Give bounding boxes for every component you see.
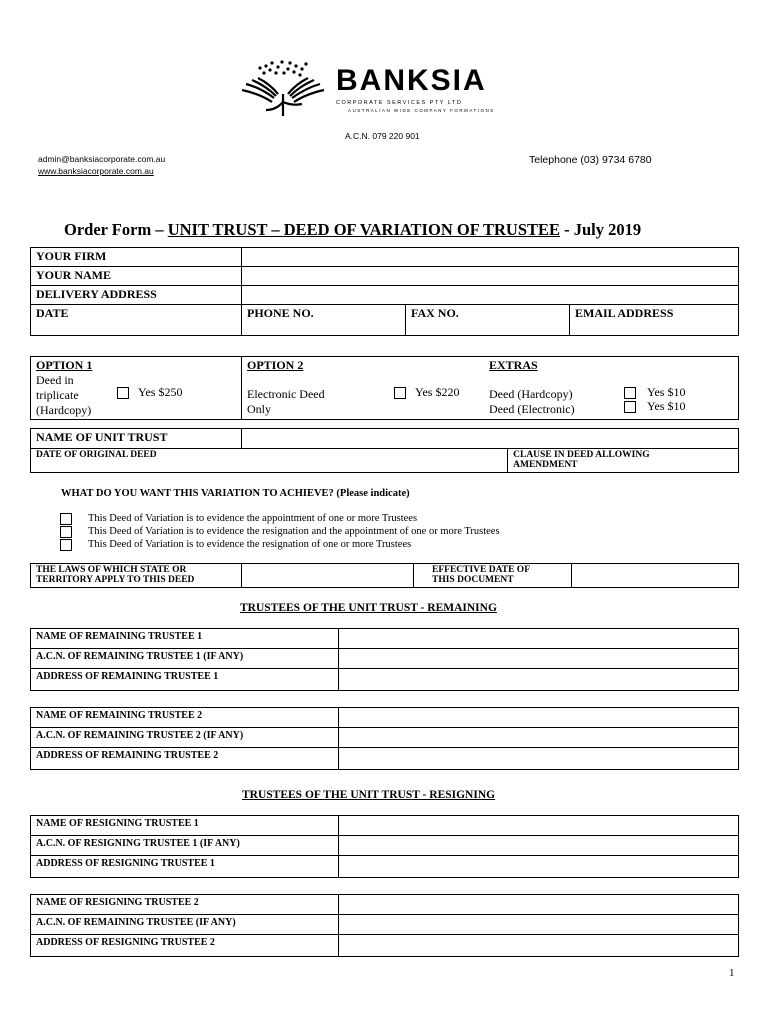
option2-checkbox[interactable]	[394, 387, 406, 399]
variation-choice-2[interactable]	[60, 525, 500, 538]
option1-price: Yes $250	[138, 385, 183, 399]
page-number: 1	[729, 967, 735, 979]
option1-cell	[31, 357, 242, 420]
variation-choice-2-label: This Deed of Variation is to evidence the resignation and the appointment of one or more Trustees	[88, 526, 500, 537]
remaining-2-address-field[interactable]	[339, 748, 739, 770]
unit-trust-table	[30, 428, 739, 473]
extras-cell	[484, 357, 739, 420]
resigning-1-name-label: NAME OF RESIGNING TRUSTEE 1	[31, 816, 339, 836]
phone-field[interactable]	[242, 305, 406, 336]
variation-choices	[60, 512, 500, 551]
clause-label-line2: AMENDMENT	[513, 460, 578, 470]
original-deed-date-field[interactable]	[31, 449, 508, 473]
option2-price: Yes $220	[415, 385, 460, 399]
remaining-1-acn-label: A.C.N. OF REMAINING TRUSTEE 1 (IF ANY)	[31, 649, 339, 669]
resigning-2-acn-field[interactable]	[339, 915, 739, 935]
original-deed-date-label: DATE OF ORIGINAL DEED	[36, 450, 157, 460]
resigning-heading: TRUSTEES OF THE UNIT TRUST - RESIGNING	[242, 789, 496, 801]
extra1-label: Deed (Hardcopy)	[489, 387, 573, 401]
delivery-address-label: DELIVERY ADDRESS	[31, 286, 242, 305]
your-firm-field[interactable]	[242, 248, 739, 267]
resigning-1-name-field[interactable]	[339, 816, 739, 836]
option1-line3: (Hardcopy)	[36, 403, 92, 417]
extra1-checkbox[interactable]	[624, 387, 636, 399]
fax-field[interactable]	[406, 305, 570, 336]
fax-label: FAX NO.	[411, 306, 459, 320]
variation-question: WHAT DO YOU WANT THIS VARIATION TO ACHIEVE? (Please indicate)	[61, 488, 410, 499]
effective-date-field[interactable]	[572, 564, 739, 588]
extra2-label: Deed (Electronic)	[489, 402, 575, 416]
brand-name: BANKSIA	[336, 64, 487, 97]
brand-tagline: AUSTRALIAN WIDE COMPANY FORMATIONS	[348, 108, 495, 113]
title-suffix: - July 2019	[560, 220, 642, 239]
options-table	[30, 356, 739, 420]
resigning-1-acn-field[interactable]	[339, 836, 739, 856]
your-name-label: YOUR NAME	[31, 267, 242, 286]
laws-field[interactable]	[242, 564, 414, 588]
option1-line1: Deed in	[36, 373, 74, 387]
option1-title: OPTION 1	[36, 358, 93, 372]
page-title	[64, 220, 641, 240]
variation-choice-3-label: This Deed of Variation is to evidence the resignation of one or more Trustees	[88, 539, 412, 550]
remaining-1-acn-field[interactable]	[339, 649, 739, 669]
option2-cell	[242, 357, 485, 420]
email-field[interactable]	[570, 305, 739, 336]
option2-line1: Electronic Deed	[247, 387, 325, 401]
resigning-1-address-label: ADDRESS OF RESIGNING TRUSTEE 1	[31, 856, 339, 878]
date-field[interactable]	[31, 305, 242, 336]
remaining-2-acn-field[interactable]	[339, 728, 739, 748]
remaining-2-acn-label: A.C.N. OF REMAINING TRUSTEE 2 (IF ANY)	[31, 728, 339, 748]
title-prefix: Order Form –	[64, 220, 168, 239]
variation-choice-3[interactable]	[60, 538, 500, 551]
resigning-2-acn-label: A.C.N. OF REMAINING TRUSTEE (IF ANY)	[31, 915, 339, 935]
option1-line2: triplicate	[36, 388, 79, 402]
variation-checkbox-2[interactable]	[60, 526, 72, 538]
remaining-1-address-field[interactable]	[339, 669, 739, 691]
variation-checkbox-3[interactable]	[60, 539, 72, 551]
resigning-1-acn-label: A.C.N. OF RESIGNING TRUSTEE 1 (IF ANY)	[31, 836, 339, 856]
variation-checkbox-1[interactable]	[60, 513, 72, 525]
remaining-heading: TRUSTEES OF THE UNIT TRUST - REMAINING	[240, 602, 497, 614]
email-text: admin@banksiacorporate.com.au	[38, 154, 166, 164]
your-name-field[interactable]	[242, 267, 739, 286]
website-link[interactable]: www.banksiacorporate.com.au	[38, 166, 154, 176]
clause-label-line1: CLAUSE IN DEED ALLOWING	[513, 450, 650, 460]
resigning-trustee-2-table	[30, 894, 739, 957]
telephone-text: Telephone (03) 9734 6780	[529, 154, 652, 166]
your-firm-label: YOUR FIRM	[31, 248, 242, 267]
resigning-1-address-field[interactable]	[339, 856, 739, 878]
variation-choice-1[interactable]	[60, 512, 500, 525]
option2-line2: Only	[247, 402, 271, 416]
unit-trust-label: NAME OF UNIT TRUST	[31, 429, 242, 449]
option2-title: OPTION 2	[247, 358, 304, 372]
effective-date-label	[414, 564, 572, 588]
resigning-trustee-1-table	[30, 815, 739, 878]
remaining-2-name-label: NAME OF REMAINING TRUSTEE 2	[31, 708, 339, 728]
brand-subtitle: CORPORATE SERVICES PTY LTD	[336, 100, 463, 106]
delivery-address-field[interactable]	[242, 286, 739, 305]
remaining-1-name-field[interactable]	[339, 629, 739, 649]
variation-choice-1-label: This Deed of Variation is to evidence the appointment of one or more Trustees	[88, 513, 418, 524]
remaining-trustee-1-table	[30, 628, 739, 691]
resigning-2-name-label: NAME OF RESIGNING TRUSTEE 2	[31, 895, 339, 915]
banksia-logo	[236, 58, 536, 120]
clause-field[interactable]	[508, 449, 739, 473]
effective-date-line1: EFFECTIVE DATE OF	[432, 565, 531, 575]
extra2-price: Yes $10	[647, 399, 686, 413]
remaining-trustee-2-table	[30, 707, 739, 770]
laws-label	[31, 564, 242, 588]
phone-label: PHONE NO.	[247, 306, 314, 320]
firm-details-table	[30, 247, 739, 336]
remaining-1-address-label: ADDRESS OF REMAINING TRUSTEE 1	[31, 669, 339, 691]
banksia-flower-icon	[236, 58, 331, 118]
unit-trust-field[interactable]	[242, 429, 739, 449]
remaining-1-name-label: NAME OF REMAINING TRUSTEE 1	[31, 629, 339, 649]
laws-label-line1: THE LAWS OF WHICH STATE OR	[36, 565, 187, 575]
remaining-2-address-label: ADDRESS OF REMAINING TRUSTEE 2	[31, 748, 339, 770]
extra2-checkbox[interactable]	[624, 401, 636, 413]
resigning-2-address-label: ADDRESS OF RESIGNING TRUSTEE 2	[31, 935, 339, 957]
resigning-2-address-field[interactable]	[339, 935, 739, 957]
option1-checkbox[interactable]	[117, 387, 129, 399]
extras-title: EXTRAS	[489, 358, 538, 372]
title-main: UNIT TRUST – DEED OF VARIATION OF TRUSTEE	[167, 220, 561, 239]
laws-label-line2: TERRITORY APPLY TO THIS DEED	[36, 575, 195, 585]
laws-table	[30, 563, 739, 588]
resigning-2-name-field[interactable]	[339, 895, 739, 915]
extra1-price: Yes $10	[647, 385, 686, 399]
effective-date-line2: THIS DOCUMENT	[432, 575, 514, 585]
remaining-2-name-field[interactable]	[339, 708, 739, 728]
acn-text: A.C.N. 079 220 901	[345, 131, 420, 141]
date-label: DATE	[36, 306, 69, 320]
email-label: EMAIL ADDRESS	[575, 306, 674, 320]
